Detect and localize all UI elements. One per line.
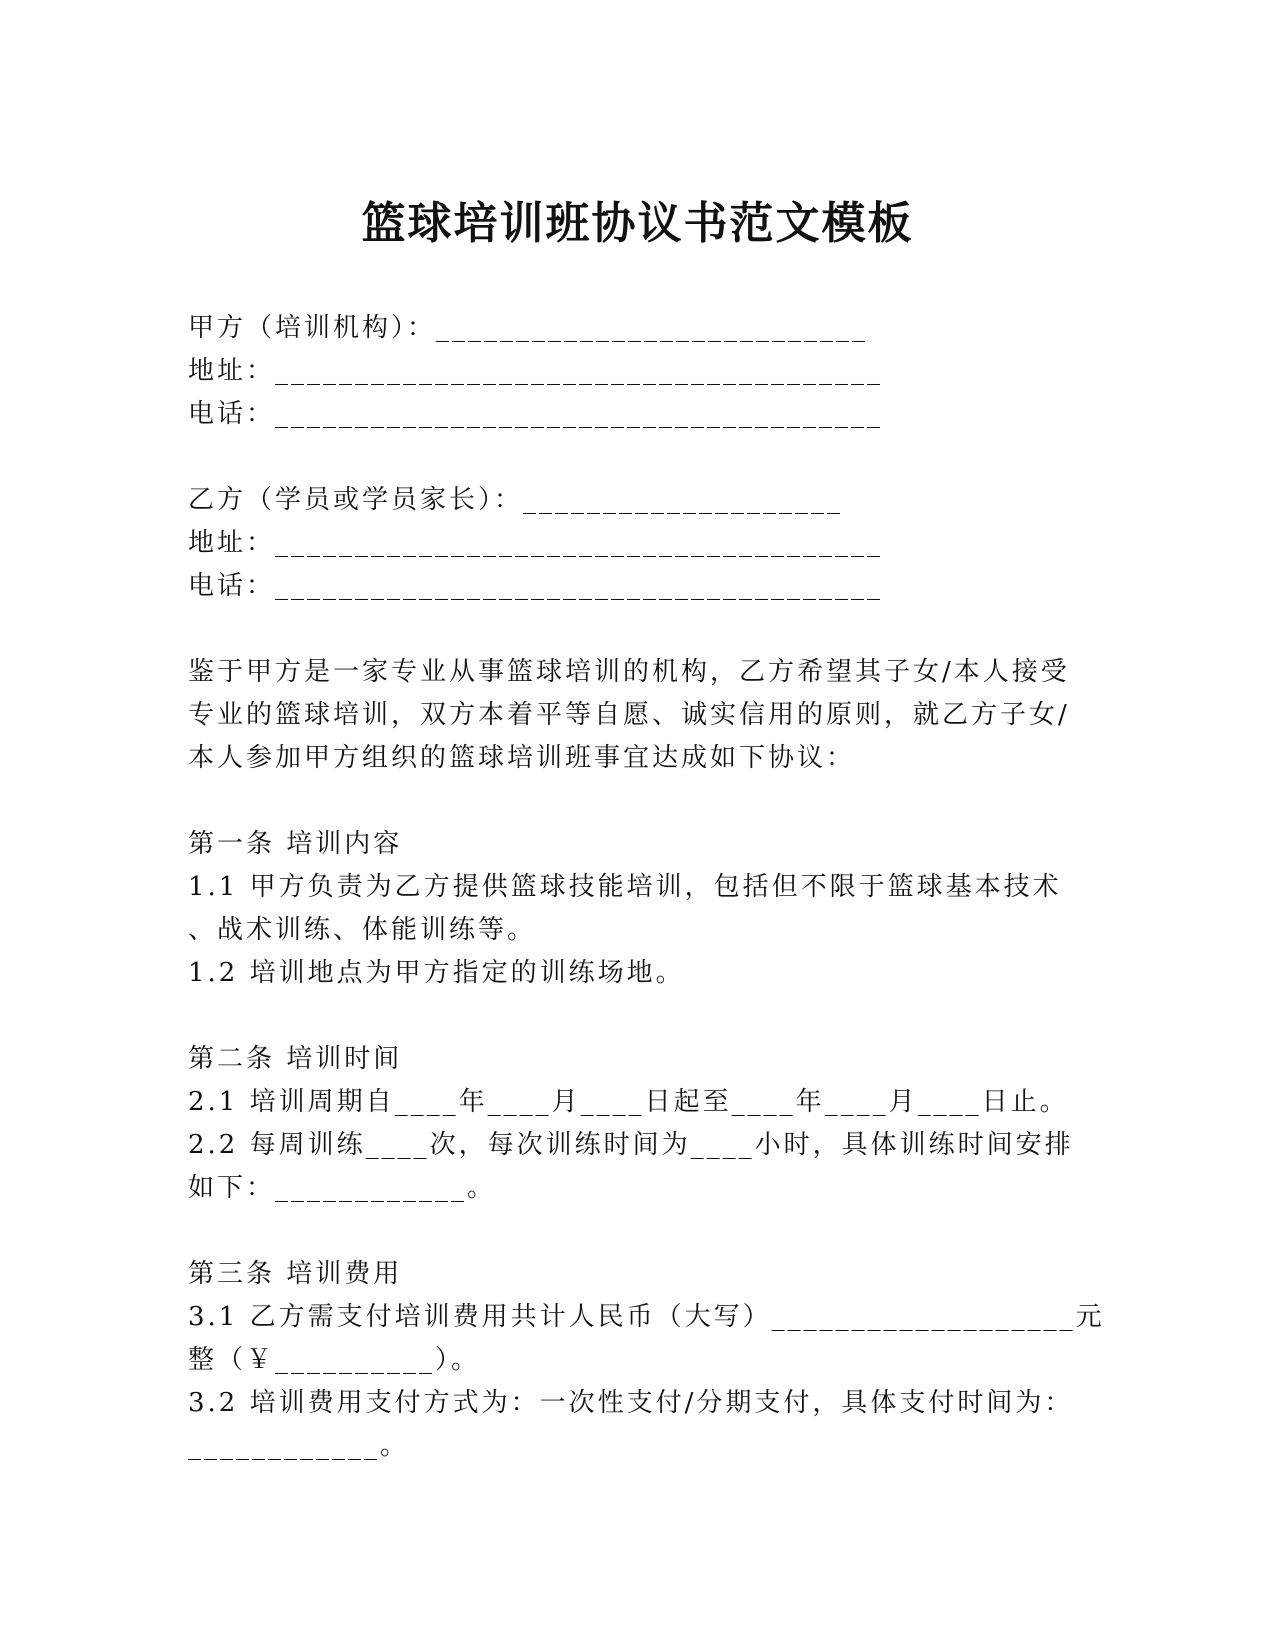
document-body <box>188 307 1105 1468</box>
clause-3-2: 3.2 培训费用支付方式为：一次性支付/分期支付，具体支付时间为： <box>188 1388 1074 1418</box>
clause-1-1-cont: 、战术训练、体能训练等。 <box>188 915 537 945</box>
party-b-phone-line: 电话：______________________________________ <box>188 571 884 601</box>
preamble-line: 鉴于甲方是一家专业从事篮球培训的机构，乙方希望其子女/本人接受 <box>188 657 1070 687</box>
clause-1-2: 1.2 培训地点为甲方指定的训练场地。 <box>188 958 685 988</box>
clause-3-2-cont: ____________。 <box>188 1431 410 1461</box>
party-a-address-line: 地址：______________________________________ <box>188 356 884 386</box>
document-title: 篮球培训班协议书范文模板 <box>361 198 914 249</box>
clause-2-2: 2.2 每周训练____次，每次训练时间为____小时，具体训练时间安排 <box>188 1130 1074 1160</box>
blank-line <box>188 995 1088 1038</box>
party-b-name-line: 乙方（学员或学员家长）：____________________ <box>188 485 844 515</box>
blank-line <box>188 780 1088 823</box>
clause-2-2-cont: 如下：____________。 <box>188 1173 497 1203</box>
blank-line <box>188 436 1088 479</box>
preamble-line: 本人参加甲方组织的篮球培训班事宜达成如下协议： <box>188 743 856 773</box>
article-1-heading: 第一条 培训内容 <box>188 829 403 859</box>
clause-3-1-cont: 整（￥__________）。 <box>188 1345 481 1375</box>
party-a-name-line: 甲方（培训机构）：___________________________ <box>188 313 869 343</box>
article-2-heading: 第二条 培训时间 <box>188 1044 403 1074</box>
party-b-address-line: 地址：______________________________________ <box>188 528 884 558</box>
blank-line <box>188 608 1088 651</box>
clause-1-1: 1.1 甲方负责为乙方提供篮球技能培训，包括但不限于篮球基本技术 <box>188 872 1062 902</box>
blank-line <box>188 1210 1088 1253</box>
party-a-phone-line: 电话：______________________________________ <box>188 399 884 429</box>
clause-3-1: 3.1 乙方需支付培训费用共计人民币（大写）___________________元 <box>188 1302 1105 1332</box>
preamble-line: 专业的篮球培训，双方本着平等自愿、诚实信用的原则，就乙方子女/ <box>188 700 1070 730</box>
clause-2-1: 2.1 培训周期自____年____月____日起至____年____月____日止。 <box>188 1087 1069 1117</box>
article-3-heading: 第三条 培训费用 <box>188 1259 403 1289</box>
